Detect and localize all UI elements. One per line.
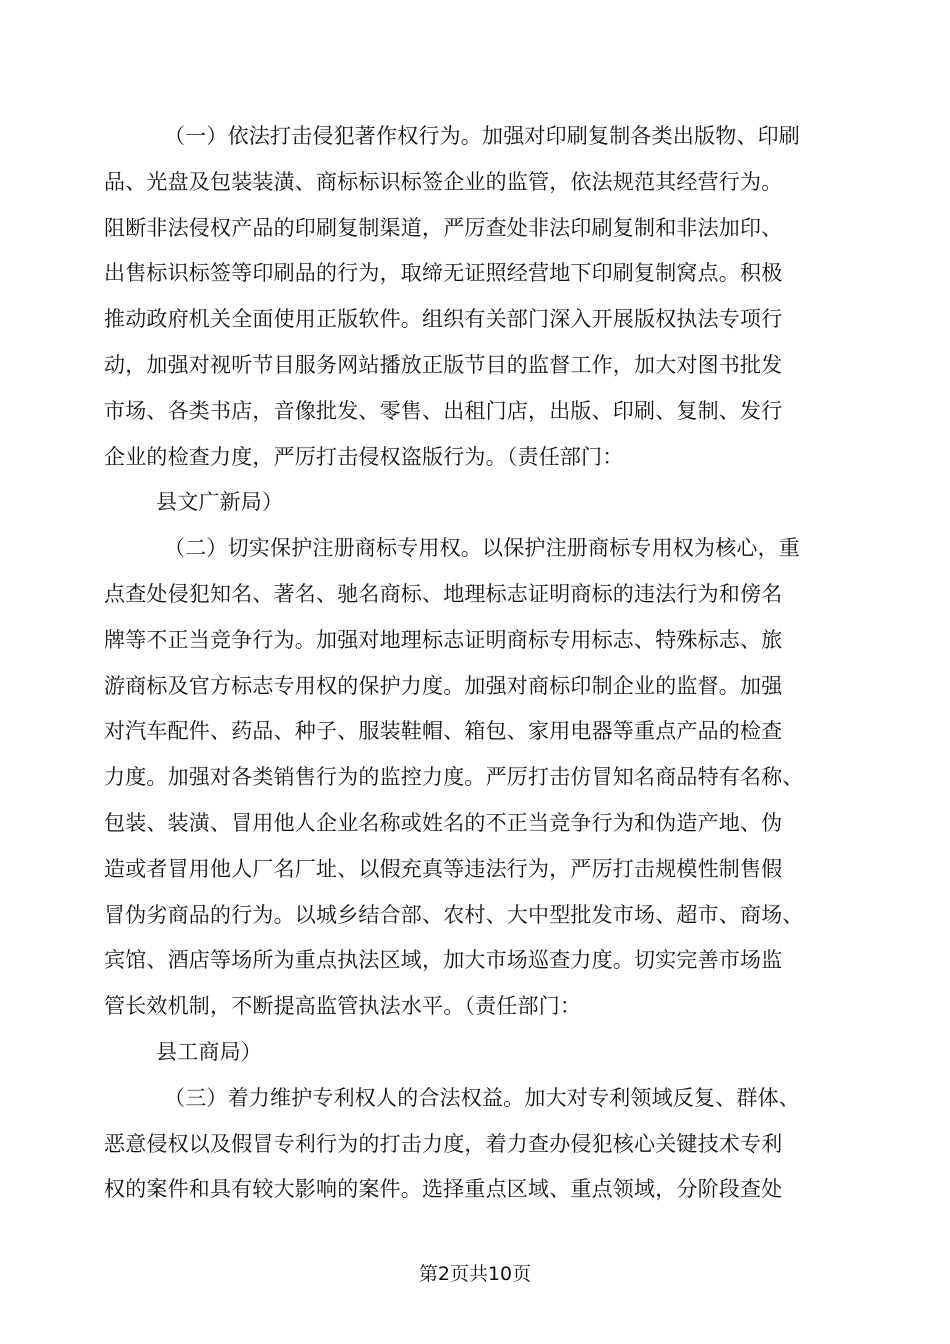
text-line: 冒伪劣商品的行为。以城乡结合部、农村、大中型批发市场、超市、商场、: [104, 902, 804, 927]
paragraph-first-line: （二）切实保护注册商标专用权。以保护注册商标专用权为核心，重: [164, 536, 800, 561]
responsible-department-line: 县文广新局）: [156, 490, 284, 515]
document-body: [104, 114, 844, 1213]
text-line: 管长效机制，不断提高监管执法水平。（责任部门：: [104, 994, 582, 1019]
text-line: 出售标识标签等印刷品的行为，取缔无证照经营地下印刷复制窝点。积极: [104, 261, 783, 286]
text-line: 牌等不正当竞争行为。加强对地理标志证明商标专用标志、特殊标志、旅: [104, 627, 783, 652]
responsible-department-line: 县工商局）: [156, 1039, 262, 1064]
text-line: 点查处侵犯知名、著名、驰名商标、地理标志证明商标的违法行为和傍名: [104, 581, 783, 606]
page-number: 第2页共10页: [418, 1263, 532, 1285]
text-line: 市场、各类书店，音像批发、零售、出租门店，出版、印刷、复制、发行: [104, 398, 783, 423]
text-line: 宾馆、酒店等场所为重点执法区域，加大市场巡查力度。切实完善市场监: [104, 948, 783, 973]
paragraph-first-line: （三）着力维护专利权人的合法权益。加大对专利领域反复、群体、: [164, 1085, 800, 1110]
text-line: 动，加强对视听节目服务网站播放正版节目的监督工作，加大对图书批发: [104, 352, 783, 377]
text-line: 造或者冒用他人厂名厂址、以假充真等违法行为，严厉打击规模性制售假: [104, 856, 783, 881]
text-line: 对汽车配件、药品、种子、服装鞋帽、箱包、家用电器等重点产品的检查: [104, 719, 783, 744]
text-line: 推动政府机关全面使用正版软件。组织有关部门深入开展版权执法专项行: [104, 307, 783, 332]
text-line: 包装、装潢、冒用他人企业名称或姓名的不正当竞争行为和伪造产地、伪: [104, 810, 783, 835]
text-line: 企业的检查力度，严厉打击侵权盗版行为。（责任部门：: [104, 444, 624, 469]
text-line: 品、光盘及包装装潢、商标标识标签企业的监管，依法规范其经营行为。: [104, 169, 783, 194]
text-line: 权的案件和具有较大影响的案件。选择重点区域、重点领域，分阶段查处: [104, 1177, 783, 1202]
text-line: 阻断非法侵权产品的印刷复制渠道，严厉查处非法印刷复制和非法加印、: [104, 215, 783, 240]
text-line: 恶意侵权以及假冒专利行为的打击力度，着力查办侵犯核心关键技术专利: [104, 1131, 783, 1156]
text-line: 游商标及官方标志专用权的保护力度。加强对商标印制企业的监督。加强: [104, 673, 783, 698]
paragraph-first-line: （一）依法打击侵犯著作权行为。加强对印刷复制各类出版物、印刷: [164, 124, 800, 148]
text-line: 力度。加强对各类销售行为的监控力度。严厉打击仿冒知名商品特有名称、: [104, 765, 804, 790]
